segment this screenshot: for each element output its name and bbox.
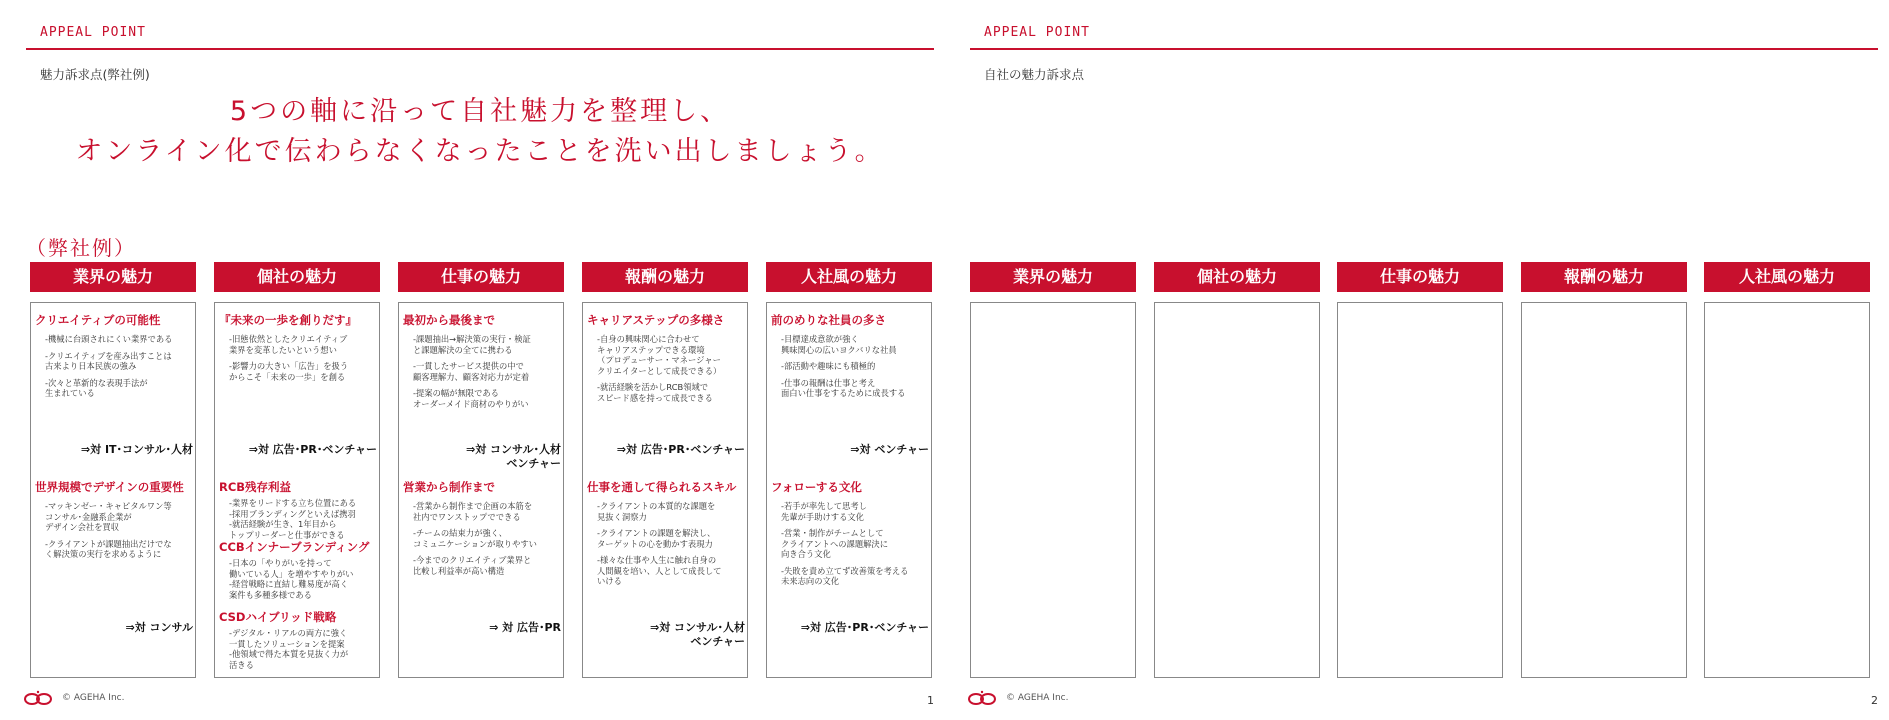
block-bullet: -自身の興味関心に合わせて キャリアステップできる環境 （プロデューサー・マネージャー クリエイターとして成長できる） [597,334,722,376]
block-bullet: -失敗を責め立てず改善策を考える 未来志向の文化 [781,565,909,586]
block-bullet: -影響力の大きい「広告」を扱う からこそ「未来の一歩」を創る [229,361,349,382]
headline-line-1: 5つの軸に沿って自社魅力を整理し、 [229,96,731,127]
appeal-block [35,313,191,399]
appeal-block [403,313,559,409]
column-box-reward [582,302,748,678]
column-box-industry[interactable] [970,302,1136,678]
block-title: フォローする文化 [771,480,862,494]
column-header-culture: 人社風の魅力 [766,262,932,292]
block-title: 最初から最後まで [403,313,495,327]
block-bullet: -次々と革新的な表現手法が 生まれている [45,377,148,398]
appeal-block [219,313,375,382]
column-box-work[interactable] [1337,302,1503,678]
block-target: ⇒対 IT･コンサル･人材 [80,443,193,456]
column-box-industry [30,302,196,678]
block-title: 『未来の一歩を創りだす』 [219,313,357,327]
slide-2 [944,0,1888,720]
block-title: 営業から制作まで [403,480,495,494]
column-header-culture: 人社風の魅力 [1704,262,1870,292]
block-bullet: -チームの結束力が強く、 コミュニケーションが取りやすい [413,528,537,549]
footer [24,690,124,706]
block-bullet: -クライアントの課題を解決し、 ターゲットの心を動かす表現力 [597,528,716,549]
appeal-block [219,480,375,540]
block-title: 前のめりな社員の多さ [771,313,886,327]
column-header-reward: 報酬の魅力 [1521,262,1687,292]
header-rule [26,48,934,50]
appeal-block [587,313,743,403]
copyright: © AGEHA Inc. [1006,693,1069,703]
appeal-block [771,313,927,399]
block-target: ⇒対 広告･PR･ベンチャー [800,621,929,634]
block-target: ⇒対 コンサル･人材 ベンチャー [650,621,745,648]
block-bullet: -旧態依然としたクリエイティブ 業界を変革したいという想い [229,334,348,355]
block-target: ⇒対 広告･PR･ベンチャー [248,443,377,456]
column-header-work: 仕事の魅力 [1337,262,1503,292]
block-title: 世界規模でデザインの重要性 [35,480,184,494]
appeal-block [219,610,375,670]
block-title: キャリアステップの多様さ [587,313,725,327]
block-bullet: -若手が率先して思考し 先輩が手助けする文化 [781,501,867,522]
column-header-reward: 報酬の魅力 [582,262,748,292]
block-bullet: -就活経験を活かしRCB領域で スピード感を持って成長できる [597,382,713,403]
block-bullet: -業界をリードする立ち位置にある -採用ブランディングといえば携羽 -就活経験が生き、1年目から トップリーダーと仕事ができる [229,498,357,540]
footer [968,690,1068,706]
copyright: © AGEHA Inc. [62,693,125,703]
headline-line-2: オンライン化で伝わらなくなったことを洗い出しましょう。 [75,136,885,167]
block-bullet: -目標達成意欲が強く 興味関心の広いヨクバリな社員 [781,334,897,355]
block-title: RCB残存利益 [219,480,292,494]
block-target: ⇒ 対 広告･PR [489,621,561,634]
column-box-company [214,302,380,678]
block-bullet: -提案の幅が無限である オーダーメイド商材のやりがい [413,388,529,409]
block-bullet: -日本の「やりがいを持って 働いている人」を増やすやりがい -経営戦略に直結し難易度が高く 案件も多種多様である [229,558,354,600]
header-rule [970,48,1878,50]
column-header-company: 個社の魅力 [214,262,380,292]
column-box-work [398,302,564,678]
block-title: クリエイティブの可能性 [35,313,161,327]
block-bullet: -様々な仕事や人生に触れ自身の 人間観を培い、人として成長して いける [597,555,722,586]
block-title: CCBインナーブランディング [219,540,370,554]
ageha-logo-icon [968,690,996,706]
block-target: ⇒対 ベンチャー [850,443,929,456]
appeal-block [771,480,927,587]
block-bullet: -クライアントの本質的な課題を 見抜く洞察力 [597,501,716,522]
block-bullet: -デジタル・リアルの両方に強く 一貫したソリューションを提案 -他領域で得た本質を見抜く力が 活きる [229,628,349,670]
slide-subtitle: 魅力訴求点(弊社例) [40,67,150,82]
block-target: ⇒対 コンサル･人材 ベンチャー [466,443,561,470]
column-header-industry: 業界の魅力 [30,262,196,292]
column-header-company: 個社の魅力 [1154,262,1320,292]
slide-header: APPEAL POINT [40,25,146,40]
column-box-company[interactable] [1154,302,1320,678]
column-header-industry: 業界の魅力 [970,262,1136,292]
block-title: CSDハイブリッド戦略 [219,610,337,624]
ageha-logo-icon [24,690,52,706]
block-target: ⇒対 コンサル [125,621,193,634]
block-bullet: -クライアントが課題抽出だけでな く解決策の実行を求めるように [45,538,172,559]
appeal-block [219,540,375,600]
example-label: （弊社例） [26,236,136,260]
block-bullet: -マッキンゼー・キャピタルワン等 コンサル･金融系企業が デザイン会社を買収 [45,501,172,532]
block-bullet: -営業から制作まで企画の本筋を 社内でワンストップでできる [413,501,533,522]
block-bullet: -一貫したサービス提供の中で 顧客理解力、顧客対応力が定着 [413,361,530,382]
block-target: ⇒対 広告･PR･ベンチャー [616,443,745,456]
appeal-block [35,480,191,560]
block-bullet: -営業・制作がチームとして クライアントへの課題解決に 向き合う文化 [781,528,889,559]
slide-header: APPEAL POINT [984,25,1090,40]
page-number: 2 [1871,694,1878,707]
block-bullet: -部活動や趣味にも積極的 [781,361,876,371]
column-box-culture [766,302,932,678]
block-title: 仕事を通して得られるスキル [587,480,737,494]
slide-subtitle: 自社の魅力訴求点 [984,67,1085,82]
column-box-culture[interactable] [1704,302,1870,678]
slide-1 [0,0,944,720]
block-bullet: -クリエイティブを産み出すことは 古来より日本民族の強み [45,350,172,371]
block-bullet: -機械に台頭されにくい業界である [45,334,173,344]
block-bullet: -課題抽出→解決策の実行・検証 と課題解決の全てに携わる [413,334,531,355]
page-number: 1 [927,694,934,707]
block-bullet: -今までのクリエイティブ業界と 比較し利益率が高い構造 [413,555,532,576]
appeal-block [403,480,559,576]
block-bullet: -仕事の報酬は仕事と考え 面白い仕事をするために成長する [781,377,906,398]
appeal-block [587,480,743,587]
column-box-reward[interactable] [1521,302,1687,678]
column-header-work: 仕事の魅力 [398,262,564,292]
